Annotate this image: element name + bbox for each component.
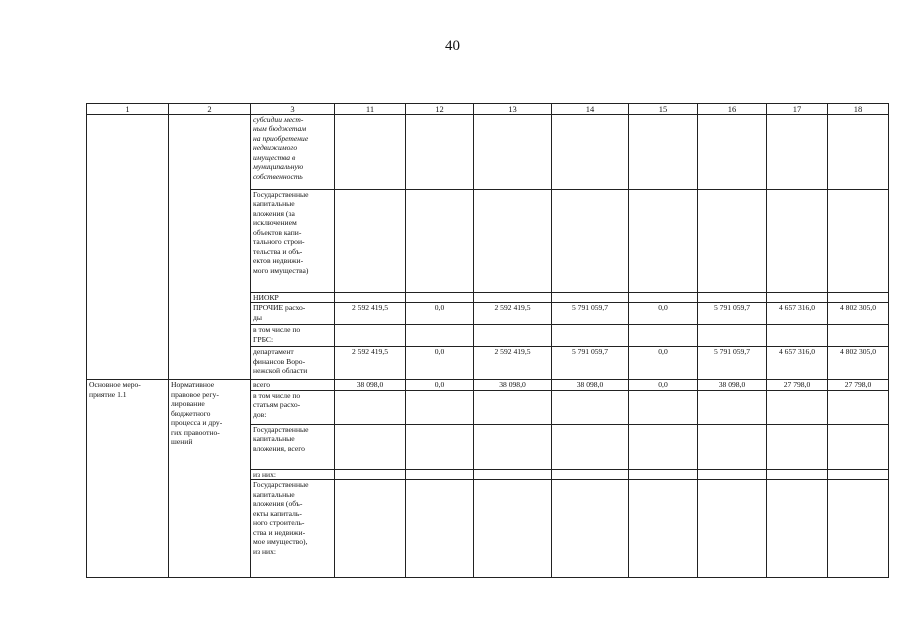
value-cell: [629, 390, 698, 424]
cell-text-line: всего: [253, 380, 271, 390]
table-row: [87, 115, 889, 190]
value-cell: [828, 293, 889, 303]
cell-text-line: гих правоотно-: [171, 427, 220, 437]
value-cell: 4 657 316,0: [767, 347, 828, 380]
value-cell: [552, 469, 629, 479]
value-cell: 0,0: [406, 380, 474, 390]
column-header: 1: [87, 104, 169, 115]
column-header: 14: [552, 104, 629, 115]
value-cell: [828, 190, 889, 293]
value-cell: [629, 115, 698, 190]
cell-text-line: в том числе по: [253, 390, 301, 400]
value-cell: [474, 469, 552, 479]
cell-text-line: собственность: [253, 171, 303, 181]
cell-text-line: Государственные: [253, 480, 309, 490]
value-cell: [474, 325, 552, 347]
value-cell: 27 798,0: [767, 380, 828, 390]
cell-text-line: финансов Воро-: [253, 356, 306, 366]
value-cell: [698, 115, 767, 190]
value-cell: 5 791 059,7: [552, 347, 629, 380]
value-cell: [406, 293, 474, 303]
column-header: 12: [406, 104, 474, 115]
value-cell: [767, 480, 828, 578]
cell-text-line: приятие 1.1: [89, 389, 127, 399]
value-cell: [698, 424, 767, 469]
value-cell: [474, 293, 552, 303]
row-label: [251, 303, 335, 325]
value-cell: [698, 293, 767, 303]
row-label: [251, 115, 335, 190]
cell-text-line: из них:: [253, 546, 276, 556]
value-cell: [828, 480, 889, 578]
cell-text-line: капитальные: [253, 199, 295, 209]
value-cell: 27 798,0: [828, 380, 889, 390]
cell-text-line: статьям расхо-: [253, 400, 301, 410]
header-row: [87, 104, 889, 115]
value-cell: [474, 190, 552, 293]
value-cell: [629, 325, 698, 347]
cell-text-line: Основное меро-: [89, 380, 141, 390]
row-label: [251, 190, 335, 293]
value-cell: [552, 115, 629, 190]
value-cell: [406, 190, 474, 293]
column-header: 2: [169, 104, 251, 115]
value-cell: [767, 424, 828, 469]
cell-text-line: капитальные: [253, 434, 295, 444]
column-header: 16: [698, 104, 767, 115]
cell-text-line: лирование: [171, 399, 205, 409]
cell-text-line: ного строитель-: [253, 518, 305, 528]
cell-text-line: Государственные: [253, 424, 309, 434]
value-cell: [767, 325, 828, 347]
value-cell: [474, 480, 552, 578]
cell-text-line: вложения, всего: [253, 443, 305, 453]
cell-text-line: процесса и дру-: [171, 418, 223, 428]
budget-table: [86, 103, 889, 578]
value-cell: 0,0: [406, 347, 474, 380]
cell-text-line: субсидии мест-: [253, 115, 304, 124]
value-cell: [406, 115, 474, 190]
value-cell: [406, 390, 474, 424]
cell-text-line: департамент: [253, 347, 294, 357]
value-cell: [828, 424, 889, 469]
cell-text-line: ства и недвижи-: [253, 527, 306, 537]
value-cell: [552, 293, 629, 303]
cell-text-line: ды: [253, 312, 262, 322]
cell-text-line: бюджетного: [171, 408, 211, 418]
cell-text-line: тального строи-: [253, 237, 305, 247]
row-label: [251, 293, 335, 303]
cell-text-line: Государственные: [253, 190, 309, 199]
value-cell: [335, 480, 406, 578]
cell-text-line: мого имущества): [253, 265, 309, 275]
value-cell: [335, 190, 406, 293]
cell-text-line: на приобретение: [253, 133, 309, 143]
value-cell: [406, 325, 474, 347]
activity-description: [169, 380, 251, 578]
cell-text-line: Нормативное: [171, 380, 215, 390]
value-cell: [552, 480, 629, 578]
row-label: [251, 325, 335, 347]
cell-text-line: тельства и объ-: [253, 246, 303, 256]
value-cell: [698, 325, 767, 347]
value-cell: [828, 325, 889, 347]
empty-cell: [87, 115, 169, 380]
value-cell: 38 098,0: [474, 380, 552, 390]
cell-text-line: ным бюджетам: [253, 124, 307, 134]
value-cell: [767, 115, 828, 190]
cell-text-line: в том числе по: [253, 325, 301, 335]
value-cell: [828, 390, 889, 424]
row-label: [251, 469, 335, 479]
value-cell: [629, 190, 698, 293]
cell-text-line: екты капиталь-: [253, 508, 302, 518]
column-header: 11: [335, 104, 406, 115]
value-cell: [629, 293, 698, 303]
column-header: 3: [251, 104, 335, 115]
cell-text-line: недвижимого: [253, 143, 298, 153]
row-label: [251, 380, 335, 390]
value-cell: [335, 469, 406, 479]
value-cell: [828, 469, 889, 479]
value-cell: [406, 480, 474, 578]
value-cell: 0,0: [629, 347, 698, 380]
value-cell: [828, 115, 889, 190]
row-label: [251, 480, 335, 578]
value-cell: [406, 469, 474, 479]
table-row: [87, 380, 889, 390]
value-cell: [552, 190, 629, 293]
cell-text-line: ектов недвижи-: [253, 256, 304, 266]
value-cell: [335, 325, 406, 347]
value-cell: [474, 424, 552, 469]
cell-text-line: мое имущество),: [253, 537, 308, 547]
value-cell: [698, 469, 767, 479]
cell-text-line: шений: [171, 437, 193, 447]
value-cell: [335, 115, 406, 190]
value-cell: 0,0: [629, 303, 698, 325]
cell-text-line: из них:: [253, 469, 276, 479]
value-cell: [406, 424, 474, 469]
cell-text-line: капитальные: [253, 489, 295, 499]
cell-text-line: имущества в: [253, 152, 296, 162]
column-header: 17: [767, 104, 828, 115]
cell-text-line: ГРБС:: [253, 334, 274, 344]
value-cell: [474, 390, 552, 424]
row-label: [251, 347, 335, 380]
value-cell: 2 592 419,5: [335, 347, 406, 380]
value-cell: [629, 480, 698, 578]
cell-text-line: правовое регу-: [171, 389, 219, 399]
column-header: 13: [474, 104, 552, 115]
value-cell: [629, 469, 698, 479]
value-cell: [698, 480, 767, 578]
value-cell: [767, 390, 828, 424]
value-cell: [552, 390, 629, 424]
value-cell: [335, 424, 406, 469]
value-cell: 38 098,0: [698, 380, 767, 390]
value-cell: 38 098,0: [552, 380, 629, 390]
cell-text-line: ПРОЧИЕ расхо-: [253, 303, 306, 313]
activity-name: [87, 380, 169, 578]
value-cell: 0,0: [629, 380, 698, 390]
row-label: [251, 390, 335, 424]
value-cell: 0,0: [406, 303, 474, 325]
value-cell: 4 657 316,0: [767, 303, 828, 325]
value-cell: [629, 424, 698, 469]
value-cell: [698, 390, 767, 424]
value-cell: [767, 190, 828, 293]
page-number: 40: [445, 38, 460, 54]
value-cell: 5 791 059,7: [552, 303, 629, 325]
cell-text-line: нежской области: [253, 366, 308, 376]
value-cell: 38 098,0: [335, 380, 406, 390]
column-header: 15: [629, 104, 698, 115]
value-cell: 2 592 419,5: [474, 303, 552, 325]
value-cell: [698, 190, 767, 293]
value-cell: [767, 293, 828, 303]
empty-cell: [169, 115, 251, 380]
cell-text-line: муниципальную: [253, 162, 304, 172]
value-cell: 5 791 059,7: [698, 347, 767, 380]
cell-text-line: вложения (за: [253, 208, 295, 218]
column-header: 18: [828, 104, 889, 115]
value-cell: [552, 325, 629, 347]
value-cell: 4 802 305,0: [828, 347, 889, 380]
cell-text-line: НИОКР: [253, 293, 279, 302]
cell-text-line: дов:: [253, 409, 267, 419]
cell-text-line: вложения (объ-: [253, 499, 303, 509]
value-cell: 2 592 419,5: [474, 347, 552, 380]
value-cell: [335, 293, 406, 303]
value-cell: 5 791 059,7: [698, 303, 767, 325]
cell-text-line: объектов капи-: [253, 227, 302, 237]
cell-text-line: исключением: [253, 218, 297, 228]
value-cell: 2 592 419,5: [335, 303, 406, 325]
value-cell: [552, 424, 629, 469]
row-label: [251, 424, 335, 469]
value-cell: [474, 115, 552, 190]
value-cell: [335, 390, 406, 424]
value-cell: 4 802 305,0: [828, 303, 889, 325]
value-cell: [767, 469, 828, 479]
